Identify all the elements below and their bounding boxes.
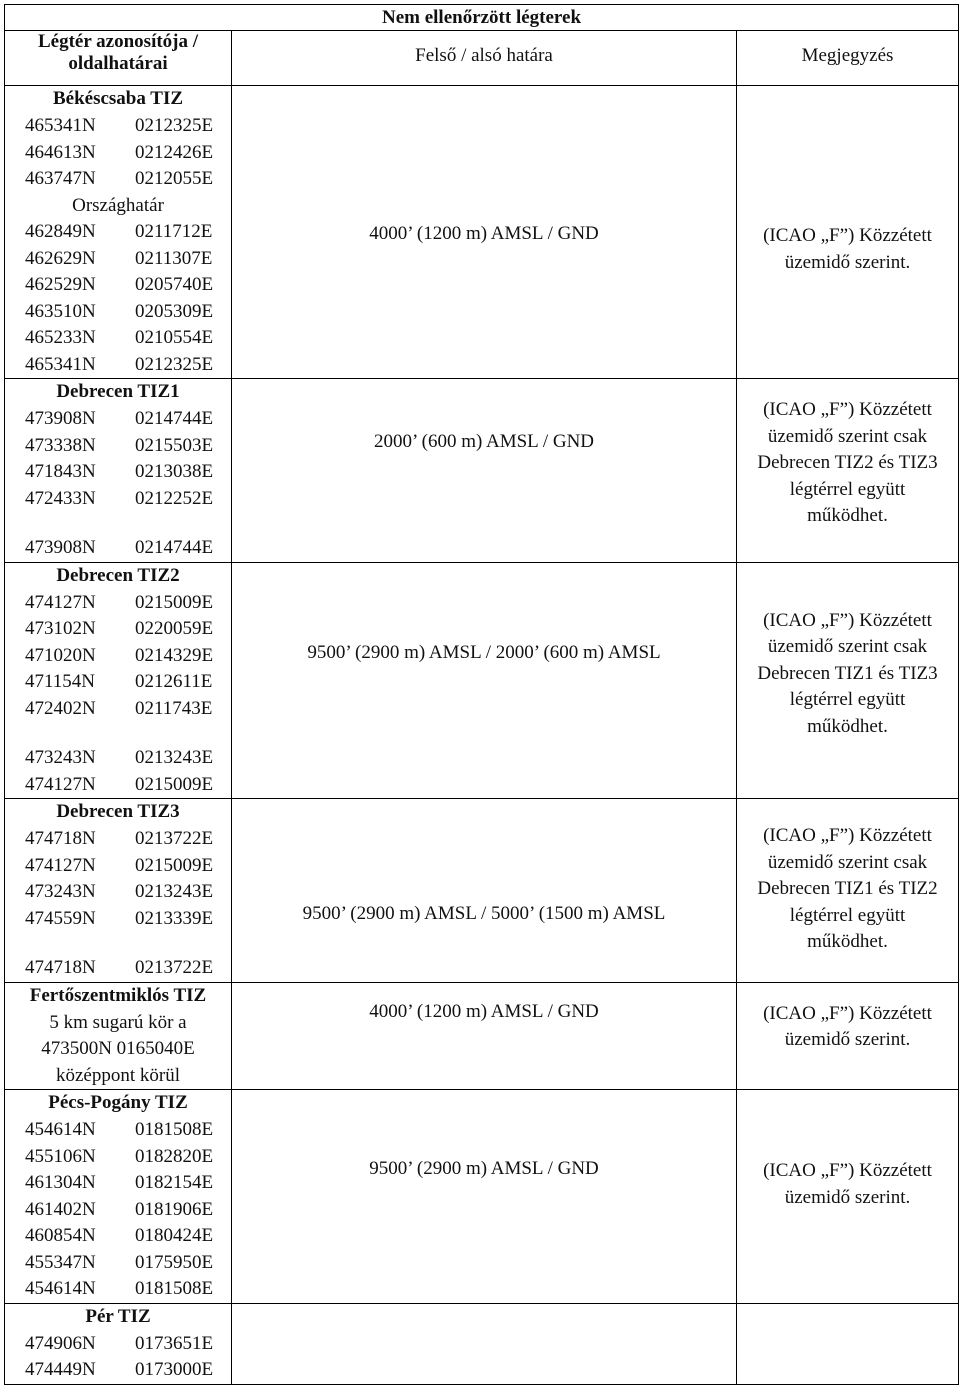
zone-definition-cell (5, 379, 232, 563)
vertical-limits: 2000’ (600 m) AMSL / GND (373, 431, 595, 452)
longitude: 0180424E (135, 1225, 214, 1246)
longitude: 0215009E (135, 854, 214, 876)
zone-remarks-cell (737, 982, 959, 1090)
latitude: 473243N (25, 747, 96, 768)
zone-remarks-cell (737, 1090, 959, 1304)
coordinate-pair (5, 1197, 231, 1224)
longitude: 0214329E (135, 644, 214, 666)
coordinate-pair (5, 745, 231, 772)
longitude: 0213339E (135, 907, 214, 929)
latitude: 473102N (25, 618, 96, 639)
zone-name: Fertőszentmiklós TIZ (29, 984, 207, 1006)
vertical-limits: 4000’ (1200 m) AMSL / GND (369, 223, 599, 244)
latitude: 474127N (25, 854, 96, 876)
remark-line: Debrecen TIZ2 és TIZ3 (757, 452, 938, 473)
coordinate-pair (5, 272, 231, 299)
latitude: 455347N (25, 1251, 96, 1273)
longitude: 0210554E (135, 327, 214, 348)
coordinate-pair (5, 616, 231, 643)
longitude: 0212325E (135, 115, 214, 136)
latitude: 462629N (25, 247, 96, 269)
vertical-limits: 9500’ (2900 m) AMSL / 2000’ (600 m) AMSL (307, 641, 661, 663)
zone-row (5, 799, 959, 983)
remark-line: (ICAO „F”) Közzétett (763, 1002, 932, 1024)
zone-remarks-cell (737, 86, 959, 379)
coordinate-pair (5, 906, 231, 933)
longitude: 0175950E (135, 1251, 214, 1273)
zone-limits-cell (232, 562, 737, 799)
longitude: 0212611E (135, 671, 213, 692)
zone-definition-cell (5, 86, 232, 379)
longitude: 0214744E (135, 537, 214, 558)
zone-row (5, 1303, 959, 1384)
latitude: 474718N (25, 957, 96, 978)
latitude: 455106N (25, 1145, 96, 1167)
zone-name: Pécs-Pogány TIZ (48, 1092, 188, 1113)
longitude: 0182820E (135, 1145, 214, 1167)
zone-remarks-cell (737, 799, 959, 983)
latitude: 462849N (25, 221, 96, 242)
zone-definition-cell (5, 1090, 232, 1304)
zone-row (5, 562, 959, 799)
longitude: 0205740E (135, 274, 214, 295)
longitude: 0215009E (135, 591, 214, 613)
latitude: 474127N (25, 773, 96, 795)
remark-line: légtérrel együtt (789, 689, 906, 710)
longitude: 0173000E (135, 1359, 214, 1380)
coordinate-pair (5, 433, 231, 460)
longitude: 0211712E (135, 221, 213, 242)
coordinate-gap (5, 512, 231, 535)
header-remarks: Megjegyzés (737, 31, 959, 86)
longitude: 0211307E (135, 247, 213, 269)
coordinate-pair (5, 1223, 231, 1250)
latitude: 474559N (25, 907, 96, 929)
latitude: 461304N (25, 1172, 96, 1193)
remark-line: üzemidő szerint. (784, 251, 911, 273)
longitude: 0211743E (135, 697, 213, 719)
latitude: 472402N (25, 697, 96, 719)
remark-line: légtérrel együtt (789, 904, 906, 926)
longitude: 0212426E (135, 141, 214, 163)
longitude: 0213038E (135, 461, 214, 482)
latitude: 465233N (25, 327, 96, 348)
zone-limits-cell (232, 1090, 737, 1304)
remark-line: üzemidő szerint csak (767, 851, 928, 873)
remark-line: (ICAO „F”) Közzétett (763, 225, 932, 246)
latitude: 474127N (25, 591, 96, 613)
coordinate-pair (5, 1276, 231, 1303)
latitude: 473908N (25, 408, 96, 429)
coordinate-pair (5, 219, 231, 246)
header-airspace-id: Légtér azonosítója / oldalhatárai (5, 31, 232, 86)
remark-line: Debrecen TIZ1 és TIZ2 (757, 878, 938, 899)
longitude: 0205309E (135, 300, 214, 322)
zone-remarks-cell (737, 562, 959, 799)
longitude: 0215503E (135, 434, 214, 456)
remark-line: (ICAO „F”) Közzétett (763, 825, 932, 846)
zone-name: Békéscsaba TIZ (52, 88, 184, 109)
latitude: 471154N (25, 671, 96, 692)
zone-definition-cell (5, 982, 232, 1090)
coordinate-pair (5, 299, 231, 326)
latitude: 474449N (25, 1359, 96, 1380)
coordinate-gap (5, 932, 231, 955)
remark-line: működhet. (807, 715, 888, 737)
coordinate-pair (5, 246, 231, 273)
remark-line: Debrecen TIZ1 és TIZ3 (757, 662, 938, 684)
remark-line: légtérrel együtt (789, 478, 906, 500)
longitude: 0212325E (135, 353, 214, 375)
zone-name: Debrecen TIZ1 (56, 381, 180, 402)
boundary-note: középpont körül (55, 1064, 180, 1086)
coordinate-pair (5, 879, 231, 906)
coordinate-pair (5, 140, 231, 167)
coordinate-pair (5, 352, 231, 379)
coordinate-pair (5, 1357, 231, 1384)
longitude: 0212252E (135, 487, 214, 509)
remark-line: (ICAO „F”) Közzétett (763, 399, 932, 420)
zone-definition-cell (5, 562, 232, 799)
latitude: 462529N (25, 274, 96, 295)
longitude: 0212055E (135, 168, 214, 189)
zone-row (5, 1090, 959, 1304)
latitude: 472433N (25, 487, 96, 509)
longitude: 0220059E (135, 618, 214, 639)
zone-row (5, 86, 959, 379)
coordinate-pair (5, 406, 231, 433)
boundary-note: Országhatár (72, 194, 164, 216)
longitude: 0182154E (135, 1172, 214, 1193)
latitude: 471843N (25, 461, 96, 482)
zone-row (5, 982, 959, 1090)
zone-name: Debrecen TIZ3 (56, 801, 180, 822)
header-limits: Felső / alsó határa (232, 31, 737, 86)
remark-line: üzemidő szerint csak (767, 425, 928, 447)
vertical-limits: 9500’ (2900 m) AMSL / GND (369, 1158, 599, 1179)
coordinate-pair (5, 643, 231, 670)
coordinate-pair (5, 590, 231, 617)
coordinate-pair (5, 826, 231, 853)
coordinate-pair (5, 166, 231, 193)
airspace-table (4, 4, 959, 1385)
coordinate-pair (5, 696, 231, 723)
boundary-note: 5 km sugarú kör a (49, 1011, 187, 1033)
coordinate-pair (5, 1117, 231, 1144)
latitude: 460854N (25, 1225, 96, 1246)
coordinate-pair (5, 113, 231, 140)
zone-name: Debrecen TIZ2 (56, 564, 180, 586)
coordinate-pair (5, 772, 231, 799)
latitude: 463747N (25, 168, 96, 189)
coordinate-pair (5, 1331, 231, 1358)
coordinate-pair (5, 486, 231, 513)
zone-limits-cell (232, 86, 737, 379)
latitude: 454614N (25, 1278, 96, 1299)
zone-limits-cell (232, 799, 737, 983)
longitude: 0213722E (135, 957, 214, 978)
longitude: 0213243E (135, 747, 214, 768)
latitude: 454614N (25, 1119, 96, 1140)
zone-name: Pér TIZ (85, 1305, 151, 1327)
latitude: 464613N (25, 141, 96, 163)
remark-line: (ICAO „F”) Közzétett (763, 609, 932, 631)
latitude: 463510N (25, 300, 96, 322)
zone-definition-cell (5, 1303, 232, 1384)
coordinate-pair (5, 669, 231, 696)
coordinate-pair (5, 535, 231, 562)
coordinate-pair (5, 955, 231, 982)
latitude: 473908N (25, 537, 96, 558)
latitude: 471020N (25, 644, 96, 666)
longitude: 0173651E (135, 1332, 214, 1354)
zone-definition-cell (5, 799, 232, 983)
latitude: 473338N (25, 434, 96, 456)
zone-limits-cell (232, 982, 737, 1090)
vertical-limits: 4000’ (1200 m) AMSL / GND (369, 1000, 599, 1022)
longitude: 0181906E (135, 1198, 214, 1220)
zone-remarks-cell (737, 379, 959, 563)
latitude: 465341N (25, 115, 96, 136)
zone-remarks-cell (737, 1303, 959, 1384)
remark-line: (ICAO „F”) Közzétett (763, 1160, 932, 1181)
latitude: 474906N (25, 1332, 96, 1354)
longitude: 0213243E (135, 881, 214, 902)
coordinate-pair (5, 1250, 231, 1277)
latitude: 473243N (25, 881, 96, 902)
longitude: 0181508E (135, 1278, 214, 1299)
remark-line: működhet. (807, 505, 888, 526)
coordinate-pair (5, 325, 231, 352)
coordinate-pair (5, 853, 231, 880)
vertical-limits: 9500’ (2900 m) AMSL / 5000’ (1500 m) AMSL (302, 903, 666, 924)
longitude: 0214744E (135, 408, 214, 429)
zone-limits-cell (232, 379, 737, 563)
boundary-note: 473500N 0165040E (41, 1038, 195, 1059)
coordinate-pair (5, 459, 231, 486)
latitude: 465341N (25, 353, 96, 375)
remark-line: működhet. (807, 931, 888, 952)
coordinate-pair (5, 1170, 231, 1197)
longitude: 0215009E (135, 773, 214, 795)
latitude: 474718N (25, 828, 96, 849)
coordinate-pair (5, 1144, 231, 1171)
table-title: Nem ellenőrzött légterek (5, 5, 959, 31)
coordinate-gap (5, 722, 231, 745)
longitude: 0181508E (135, 1119, 214, 1140)
remark-line: üzemidő szerint csak (767, 636, 928, 657)
remark-line: üzemidő szerint. (784, 1029, 911, 1050)
latitude: 461402N (25, 1198, 96, 1220)
zone-row (5, 379, 959, 563)
longitude: 0213722E (135, 828, 214, 849)
remark-line: üzemidő szerint. (784, 1186, 911, 1208)
zone-limits-cell (232, 1303, 737, 1384)
